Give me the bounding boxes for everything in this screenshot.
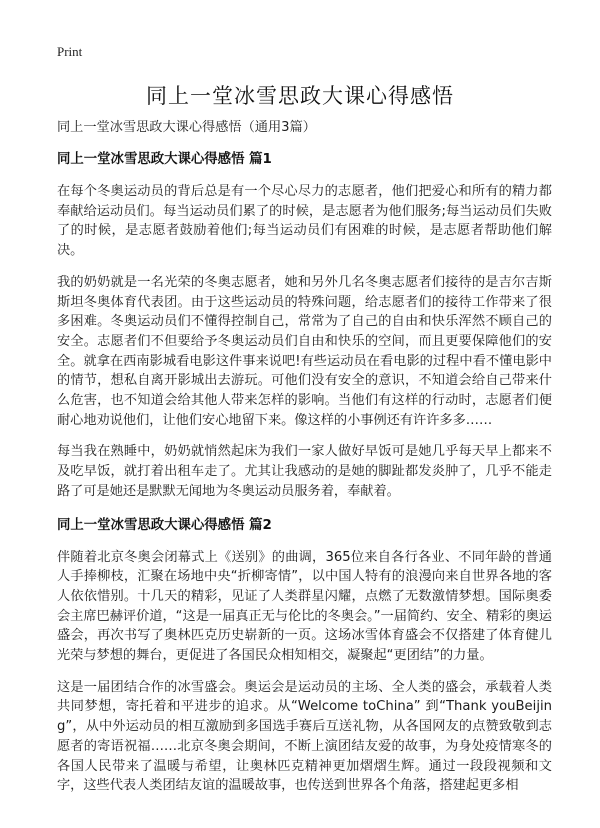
section-heading: 同上一堂冰雪思政大课心得感悟 篇1: [57, 152, 272, 167]
paragraph: 这是一届团结合作的冰雪盛会。奥运会是运动员的主场、全人类的盛会，承载着人类共同梦想，寄托着和平进步的追求。从“Welcome toChina” 到“Thank youBeijing”，从中外运动员的相互激励到多国选手赛后互送礼物，从各国网友的点赞致敬到志愿者的寄语祝福……北京冬奥会期间，不断上演团结友爱的故事，为身处疫情寒冬的各国人民带来了温暖与希望，让奥林匹克精神更加熠熠生辉。通过一段段视频和文字，这些代表人类团结友谊的温暖故事，也传送到世界各个角落，搭建起更多相: [57, 679, 552, 794]
paragraph: 每当我在熟睡中，奶奶就悄然起床为我们一家人做好早饭可是她几乎每天早上都来不及吃早饭，就打着出租车走了。尤其让我感动的是她的脚趾都发炎肿了，几乎不能走路了可是她还是默默无闻地为冬奥运动员服务着，奉献着。: [57, 444, 552, 499]
paragraph: 伴随着北京冬奥会闭幕式上《送别》的曲调，365位来自各行各业、不同年龄的普通人手捧柳枝，汇聚在场地中央“折柳寄情”，以中国人特有的浪漫向来自世界各地的客人依依惜别。十几天的精彩，见证了人类群星闪耀，点燃了无数激情梦想。国际奥委会主席巴赫评价道，“这是一届真正无与伦比的冬奥会。”一届简约、安全、精彩的奥运盛会，再次书写了奥林匹克历史崭新的一页。这场冰雪体育盛会不仅搭建了体育健儿光荣与梦想的舞台，更促进了各国民众相知相交，凝聚起“更团结”的力量。: [57, 549, 552, 664]
page-title: 同上一堂冰雪思政大课心得感悟: [146, 84, 454, 108]
article-section-1: [57, 150, 552, 502]
document-subtitle: 同上一堂冰雪思政大课心得感悟（通用3篇）: [57, 120, 316, 135]
paragraph: 我的奶奶就是一名光荣的冬奥志愿者，她和另外几名冬奥志愿者们接待的是吉尔吉斯斯坦冬奥体育代表团。由于这些运动员的特殊问题，给志愿者们的接待工作带来了很多困难。冬奥运动员们不懂得控制自己，常常为了自己的自由和快乐浑然不顾自己的安全。志愿者们不但要给予冬奥运动员们自由和快乐的空间，而且更要保障他们的安全。就拿在西南影城看电影这件事来说吧!有些运动员在看电影的过程中看不懂电影中的情节，想私自离开影城出去游玩。可他们没有安全的意识，不知道会给自己带来什么危害，也不知道会给其他人带来怎样的影响。当他们有这样的行动时，志愿者们便耐心地劝说他们，让他们安心地留下来。像这样的小事例还有许许多多……: [57, 274, 552, 428]
print-link[interactable]: Print: [57, 44, 83, 59]
section-heading: 同上一堂冰雪思政大课心得感悟 篇2: [57, 517, 272, 533]
document-body: [57, 118, 552, 808]
article-section-2: [57, 516, 552, 796]
paragraph: 在每个冬奥运动员的背后总是有一个尽心尽力的志愿者，他们把爱心和所有的精力都奉献给运动员们。每当运动员们累了的时候，是志愿者为他们服务;每当运动员们失败了的时候，是志愿者鼓励着他们;每当运动员们有困难的时候，是志愿者帮助他们解决。: [57, 184, 552, 259]
